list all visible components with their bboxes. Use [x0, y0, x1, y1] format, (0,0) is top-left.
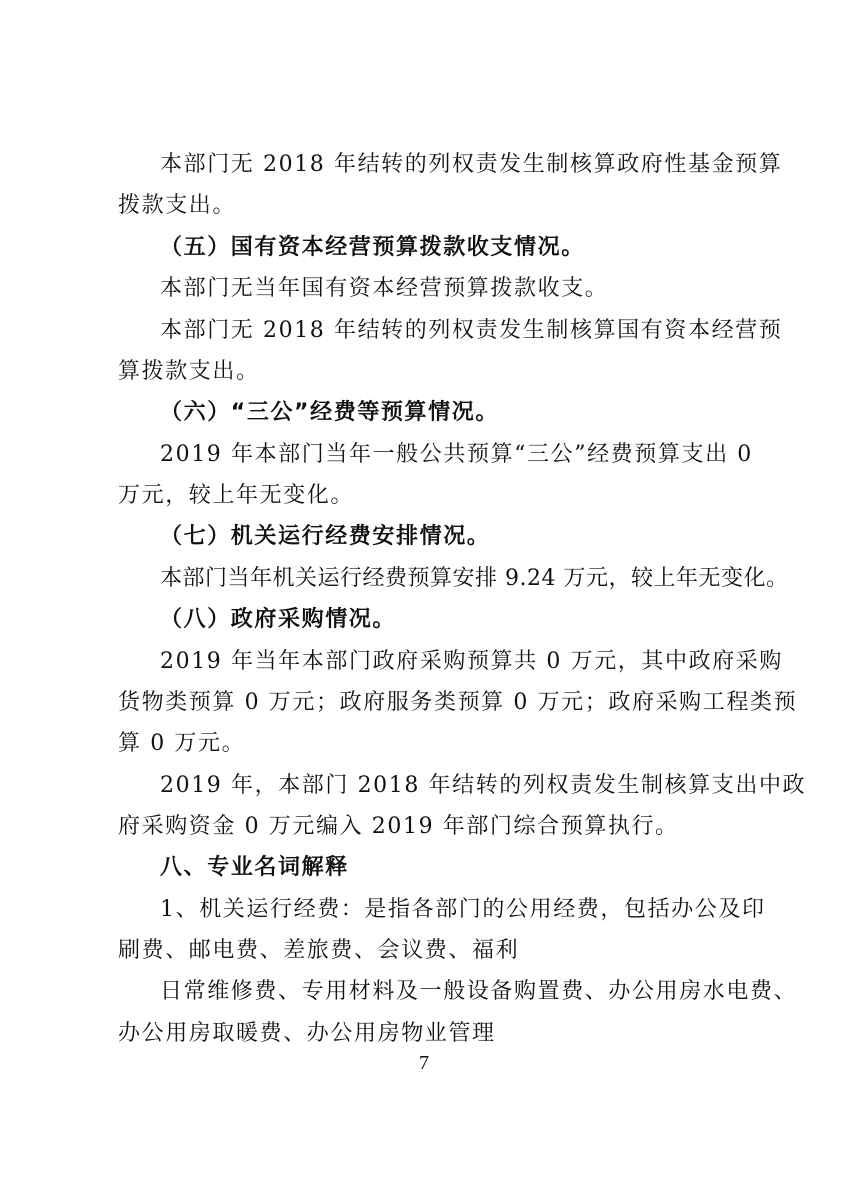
section-heading: （八）政府采购情况。: [160, 607, 397, 632]
section-heading: （七）机关运行经费安排情况。: [160, 524, 491, 549]
paragraph-line: 本部门当年机关运行经费预算安排 9.24 万元，较上年无变化。: [160, 566, 789, 591]
paragraph-line: 2019 年，本部门 2018 年结转的列权责发生制核算支出中政: [160, 773, 807, 798]
paragraph-line: 算 0 万元。: [118, 731, 246, 756]
paragraph-line: 算拨款支出。: [118, 359, 260, 384]
paragraph-line: 本部门无 2018 年结转的列权责发生制核算国有资本经营预: [160, 318, 783, 343]
paragraph-line: 办公用房取暖费、办公用房物业管理: [118, 1021, 496, 1046]
paragraph-line: 2019 年本部门当年一般公共预算“三公”经费预算支出 0: [160, 442, 753, 467]
paragraph-line: 货物类预算 0 万元；政府服务类预算 0 万元；政府采购工程类预: [118, 690, 798, 715]
paragraph-line: 1、机关运行经费：是指各部门的公用经费，包括办公及印: [160, 897, 766, 922]
paragraph-line: 2019 年当年本部门政府采购预算共 0 万元，其中政府采购: [160, 649, 783, 674]
section-heading: （五）国有资本经营预算拨款收支情况。: [160, 235, 585, 260]
section-heading: 八、专业名词解释: [160, 855, 349, 880]
section-heading: （六）“三公”经费等预算情况。: [160, 400, 499, 425]
paragraph-line: 刷费、邮电费、差旅费、会议费、福利: [118, 938, 520, 963]
paragraph-line: 日常维修费、专用材料及一般设备购置费、办公用房水电费、: [160, 979, 798, 1004]
page-number: 7: [419, 1052, 429, 1074]
paragraph-line: 本部门无 2018 年结转的列权责发生制核算政府性基金预算: [160, 152, 783, 177]
paragraph-line: 本部门无当年国有资本经营预算拨款收支。: [160, 276, 609, 301]
paragraph-line: 府采购资金 0 万元编入 2019 年部门综合预算执行。: [118, 814, 679, 839]
paragraph-line: 万元，较上年无变化。: [118, 483, 355, 508]
paragraph-line: 拨款支出。: [118, 193, 237, 218]
